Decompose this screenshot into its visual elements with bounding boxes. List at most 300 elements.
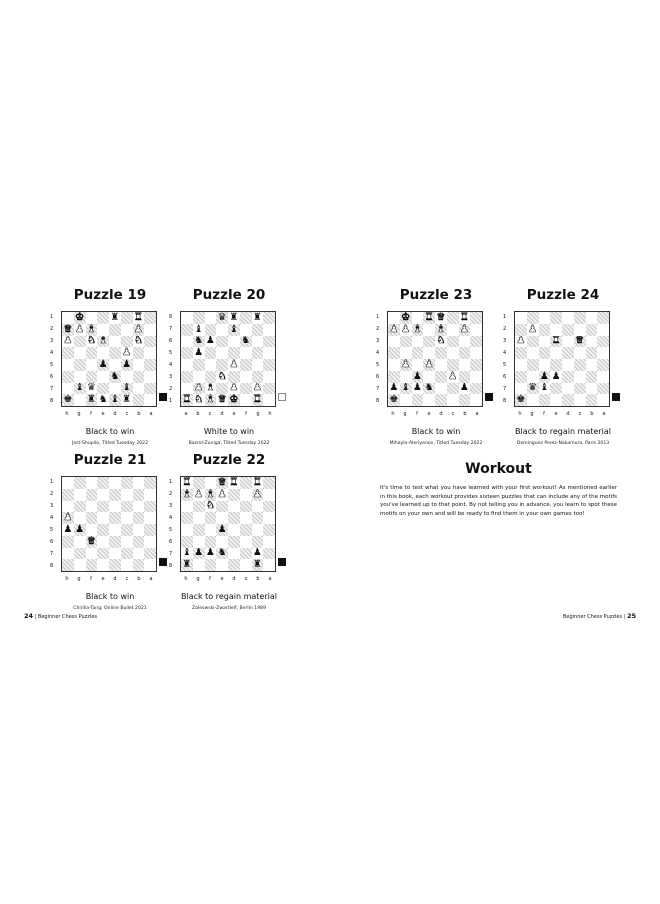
puzzle-19	[50, 287, 170, 446]
board-square	[574, 312, 586, 324]
rank-label: 8	[169, 563, 173, 569]
board-square	[62, 324, 74, 336]
file-label: a	[149, 411, 153, 417]
board-square	[412, 394, 424, 406]
rank-label: 3	[376, 338, 380, 344]
board-square	[109, 359, 121, 371]
board-square	[121, 347, 133, 359]
black-knight-icon: ♞	[110, 370, 120, 382]
board-square	[459, 394, 471, 406]
board-square	[109, 559, 121, 571]
black-rook-icon: ♜	[86, 394, 96, 406]
file-label: a	[184, 411, 188, 417]
board-square	[133, 359, 145, 371]
board-square	[144, 371, 156, 383]
board-square	[109, 347, 121, 359]
puzzle-caption: Black to regain material	[514, 427, 611, 436]
side-to-move-indicator	[278, 393, 286, 401]
board-square	[515, 383, 527, 395]
rank-label: 1	[376, 314, 380, 320]
board-square	[263, 548, 275, 560]
board-square	[240, 501, 252, 513]
board-square	[181, 512, 193, 524]
board-square	[459, 371, 471, 383]
board-square	[62, 336, 74, 348]
black-bishop-icon: ♝	[401, 382, 411, 394]
white-rook-icon: ♜	[459, 312, 469, 323]
board-square	[423, 394, 435, 406]
board-square	[562, 336, 574, 348]
board-square	[74, 524, 86, 536]
file-label: d	[220, 411, 224, 417]
rank-label: 6	[169, 539, 173, 545]
puzzle-caption: Black to win	[85, 592, 135, 601]
puzzle-title: Puzzle 24	[526, 287, 600, 303]
black-queen-icon: ♛	[86, 382, 96, 394]
footer-separator-left: |	[34, 614, 38, 620]
board-square	[252, 536, 264, 548]
file-labels	[387, 410, 483, 418]
board-square	[205, 312, 217, 324]
white-rook-icon: ♜	[133, 312, 143, 323]
file-label: h	[65, 411, 69, 417]
file-labels	[180, 410, 276, 418]
board-square	[109, 548, 121, 560]
file-label: e	[232, 411, 236, 417]
board-square	[228, 383, 240, 395]
puzzle-caption: Black to win	[411, 427, 461, 436]
white-pawn-icon: ♟	[122, 347, 132, 359]
puzzle-source: Zaleswski-Zwartleif, Berlin 1989	[191, 606, 266, 611]
board-square	[109, 383, 121, 395]
rank-label: 6	[50, 539, 54, 545]
board-square	[515, 336, 527, 348]
board-square	[550, 359, 562, 371]
board-square	[205, 359, 217, 371]
puzzle-caption: Black to win	[85, 427, 135, 436]
black-queen-icon: ♛	[528, 382, 538, 394]
rank-label: 5	[503, 362, 507, 368]
side-to-move-indicator	[278, 558, 286, 566]
board-square	[240, 312, 252, 324]
board-square	[205, 336, 217, 348]
board-square	[193, 347, 205, 359]
board-square	[205, 477, 217, 489]
puzzle-source: Dominguez Perez-Nakamura, Paris 2013	[516, 441, 610, 446]
board-square	[181, 536, 193, 548]
board-square	[228, 536, 240, 548]
board-square	[216, 383, 228, 395]
file-label: d	[566, 411, 570, 417]
board-square	[109, 524, 121, 536]
rank-labels	[50, 311, 59, 407]
board-square	[597, 324, 609, 336]
side-to-move-indicator	[159, 558, 167, 566]
board-square	[252, 312, 264, 324]
black-pawn-icon: ♟	[122, 359, 132, 370]
board-square	[228, 394, 240, 406]
rank-label: 8	[503, 398, 507, 404]
white-pawn-icon: ♟	[424, 359, 434, 370]
board-square	[423, 383, 435, 395]
puzzle-title: Puzzle 23	[399, 287, 473, 303]
board-square	[121, 383, 133, 395]
board-square	[470, 312, 482, 324]
board-square	[550, 371, 562, 383]
board-square	[109, 336, 121, 348]
board-square	[263, 383, 275, 395]
file-label: c	[208, 411, 212, 417]
board-square	[597, 394, 609, 406]
board-square	[459, 347, 471, 359]
board-square	[97, 477, 109, 489]
board-square	[459, 383, 471, 395]
board-square	[240, 371, 252, 383]
board-square	[252, 524, 264, 536]
file-label: d	[439, 411, 443, 417]
puzzle-source: Mihaylo-Aleriyenov, Titled Tuesday 2022	[389, 441, 483, 446]
board-square	[121, 312, 133, 324]
board-square	[144, 383, 156, 395]
board-square	[550, 336, 562, 348]
board-square	[109, 394, 121, 406]
board-square	[435, 347, 447, 359]
board-square	[228, 371, 240, 383]
board-square	[193, 324, 205, 336]
black-pawn-icon: ♟	[217, 524, 227, 535]
white-pawn-icon: ♟	[63, 335, 73, 347]
black-pawn-icon: ♟	[551, 370, 561, 382]
white-pawn-icon: ♟	[229, 359, 239, 370]
rank-labels	[169, 476, 178, 572]
footer-right	[563, 612, 636, 620]
board-square	[86, 489, 98, 501]
footer-left	[24, 612, 97, 620]
board-square	[263, 394, 275, 406]
rank-label: 8	[169, 314, 173, 320]
board-square	[216, 324, 228, 336]
rank-label: 1	[503, 314, 507, 320]
board-square	[527, 394, 539, 406]
file-label: g	[256, 411, 260, 417]
board-square	[97, 359, 109, 371]
white-knight-icon: ♞	[205, 500, 215, 512]
board-square	[86, 371, 98, 383]
board-square	[252, 336, 264, 348]
board-square	[447, 359, 459, 371]
board-square	[86, 559, 98, 571]
white-pawn-icon: ♟	[401, 359, 411, 370]
board-square	[562, 312, 574, 324]
board-square	[388, 324, 400, 336]
board-square	[133, 548, 145, 560]
board-square	[263, 312, 275, 324]
board-square	[447, 383, 459, 395]
board-square	[121, 501, 133, 513]
rank-label: 4	[169, 362, 173, 368]
white-pawn-icon: ♟	[448, 370, 458, 382]
board-square	[62, 524, 74, 536]
board-square	[193, 394, 205, 406]
file-label: h	[268, 411, 272, 417]
board-square	[240, 394, 252, 406]
board-square	[216, 501, 228, 513]
white-pawn-icon: ♟	[252, 382, 262, 394]
side-to-move-indicator	[612, 393, 620, 401]
board-square	[447, 336, 459, 348]
rank-label: 6	[376, 374, 380, 380]
board-square	[252, 559, 264, 571]
board-square	[133, 512, 145, 524]
chess-board	[514, 311, 610, 407]
board-square	[388, 347, 400, 359]
board-square	[412, 371, 424, 383]
chess-board	[61, 476, 157, 572]
board-square	[400, 324, 412, 336]
white-pawn-icon: ♟	[401, 323, 411, 335]
board-square	[550, 312, 562, 324]
white-bishop-icon: ♝	[436, 323, 446, 335]
white-bishop-icon: ♝	[182, 488, 192, 500]
board-square	[121, 559, 133, 571]
board-square	[252, 371, 264, 383]
file-label: e	[427, 411, 431, 417]
white-knight-icon: ♞	[86, 335, 96, 347]
black-pawn-icon: ♟	[194, 347, 204, 359]
file-label: b	[196, 411, 200, 417]
board-square	[97, 536, 109, 548]
black-knight-icon: ♞	[217, 547, 227, 559]
board-square	[586, 312, 598, 324]
board-square	[527, 371, 539, 383]
file-label: e	[101, 576, 105, 582]
board-square	[252, 394, 264, 406]
board-square	[193, 536, 205, 548]
rank-label: 5	[376, 362, 380, 368]
board-square	[447, 312, 459, 324]
board-square	[121, 477, 133, 489]
board-square	[586, 324, 598, 336]
board-square	[216, 512, 228, 524]
board-square	[539, 312, 551, 324]
file-label: f	[90, 411, 92, 417]
board-square	[459, 312, 471, 324]
file-label: b	[137, 411, 141, 417]
board-square	[193, 371, 205, 383]
board-square	[216, 394, 228, 406]
board-square	[205, 559, 217, 571]
board-square	[121, 324, 133, 336]
board-square	[400, 383, 412, 395]
board-square	[97, 336, 109, 348]
board-square	[133, 536, 145, 548]
board-square	[205, 548, 217, 560]
board-square	[435, 383, 447, 395]
white-pawn-icon: ♟	[459, 323, 469, 335]
board-square	[263, 536, 275, 548]
rank-label: 7	[50, 551, 54, 557]
board-square	[216, 477, 228, 489]
white-rook-icon: ♜	[551, 335, 561, 347]
board-square	[181, 394, 193, 406]
board-square	[74, 477, 86, 489]
board-square	[109, 501, 121, 513]
puzzle-title: Puzzle 19	[73, 287, 147, 303]
board-square	[562, 383, 574, 395]
board-square	[133, 489, 145, 501]
board-square	[586, 336, 598, 348]
file-label: f	[543, 411, 545, 417]
board-square	[263, 524, 275, 536]
board-square	[74, 501, 86, 513]
white-knight-icon: ♞	[436, 335, 446, 347]
board-square	[263, 501, 275, 513]
white-pawn-icon: ♟	[194, 382, 204, 394]
file-label: a	[268, 576, 272, 582]
board-square	[216, 524, 228, 536]
white-bishop-icon: ♝	[86, 323, 96, 335]
board-square	[263, 336, 275, 348]
board-square	[109, 312, 121, 324]
board-square	[181, 347, 193, 359]
side-to-move-indicator	[485, 393, 493, 401]
file-label: h	[518, 411, 522, 417]
board-square	[121, 548, 133, 560]
white-pawn-icon: ♟	[252, 488, 262, 500]
file-label: a	[602, 411, 606, 417]
puzzle-20	[169, 287, 289, 446]
board-square	[216, 489, 228, 501]
board-square	[97, 371, 109, 383]
board-square	[133, 371, 145, 383]
white-pawn-icon: ♟	[528, 323, 538, 335]
board-square	[412, 383, 424, 395]
file-label: h	[184, 576, 188, 582]
board-square	[447, 371, 459, 383]
board-square	[74, 489, 86, 501]
board-square	[181, 383, 193, 395]
rank-label: 3	[169, 374, 173, 380]
board-square	[550, 347, 562, 359]
file-label: c	[244, 576, 248, 582]
file-label: d	[113, 576, 117, 582]
board-square	[470, 383, 482, 395]
board-square	[515, 359, 527, 371]
board-square	[181, 336, 193, 348]
board-square	[435, 324, 447, 336]
black-pawn-icon: ♟	[98, 359, 108, 370]
board-square	[597, 383, 609, 395]
board-square	[205, 371, 217, 383]
board-square	[240, 359, 252, 371]
board-square	[86, 477, 98, 489]
board-square	[435, 312, 447, 324]
board-square	[515, 371, 527, 383]
black-bishop-icon: ♝	[122, 382, 132, 394]
white-pawn-icon: ♟	[389, 323, 399, 335]
file-label: g	[77, 576, 81, 582]
board-square	[62, 383, 74, 395]
rank-labels	[503, 311, 512, 407]
board-square	[470, 371, 482, 383]
black-bishop-icon: ♝	[110, 394, 120, 406]
footer-title-right: Beginner Chess Puzzles	[562, 614, 623, 620]
board-square	[193, 512, 205, 524]
board-square	[447, 394, 459, 406]
board-square	[423, 312, 435, 324]
file-label: c	[451, 411, 455, 417]
board-square	[86, 548, 98, 560]
file-labels	[180, 575, 276, 583]
file-label: e	[220, 576, 224, 582]
board-square	[181, 524, 193, 536]
board-square	[447, 347, 459, 359]
board-square	[97, 501, 109, 513]
board-square	[74, 383, 86, 395]
black-pawn-icon: ♟	[459, 382, 469, 394]
board-square	[240, 324, 252, 336]
board-square	[527, 347, 539, 359]
board-square	[515, 394, 527, 406]
file-label: c	[578, 411, 582, 417]
white-pawn-icon: ♟	[63, 512, 73, 524]
board-square	[459, 324, 471, 336]
board-square	[515, 347, 527, 359]
board-square	[388, 371, 400, 383]
file-label: b	[590, 411, 594, 417]
board-square	[597, 347, 609, 359]
board-square	[205, 524, 217, 536]
board-square	[550, 324, 562, 336]
file-labels	[61, 575, 157, 583]
board-square	[228, 347, 240, 359]
board-square	[97, 489, 109, 501]
board-square	[86, 501, 98, 513]
black-knight-icon: ♞	[424, 382, 434, 394]
rank-label: 5	[169, 350, 173, 356]
black-rook-icon: ♜	[182, 559, 192, 571]
board-square	[86, 383, 98, 395]
board-square	[133, 524, 145, 536]
rank-labels	[169, 311, 178, 407]
board-square	[263, 512, 275, 524]
board-square	[62, 477, 74, 489]
board-square	[597, 336, 609, 348]
rank-label: 8	[50, 563, 54, 569]
white-queen-icon: ♛	[217, 394, 227, 406]
board-square	[459, 336, 471, 348]
board-square	[539, 383, 551, 395]
puzzle-23	[376, 287, 496, 446]
board-square	[216, 312, 228, 324]
board-square	[74, 347, 86, 359]
board-square	[228, 489, 240, 501]
board-square	[144, 394, 156, 406]
black-pawn-icon: ♟	[205, 335, 215, 347]
rank-label: 3	[503, 338, 507, 344]
rank-label: 8	[376, 398, 380, 404]
white-king-icon: ♚	[75, 312, 85, 323]
board-square	[586, 359, 598, 371]
board-square	[263, 347, 275, 359]
board-square	[240, 347, 252, 359]
board-square	[144, 312, 156, 324]
file-labels	[514, 410, 610, 418]
board-square	[74, 324, 86, 336]
rank-label: 4	[169, 515, 173, 521]
board-square	[252, 489, 264, 501]
board-square	[97, 383, 109, 395]
